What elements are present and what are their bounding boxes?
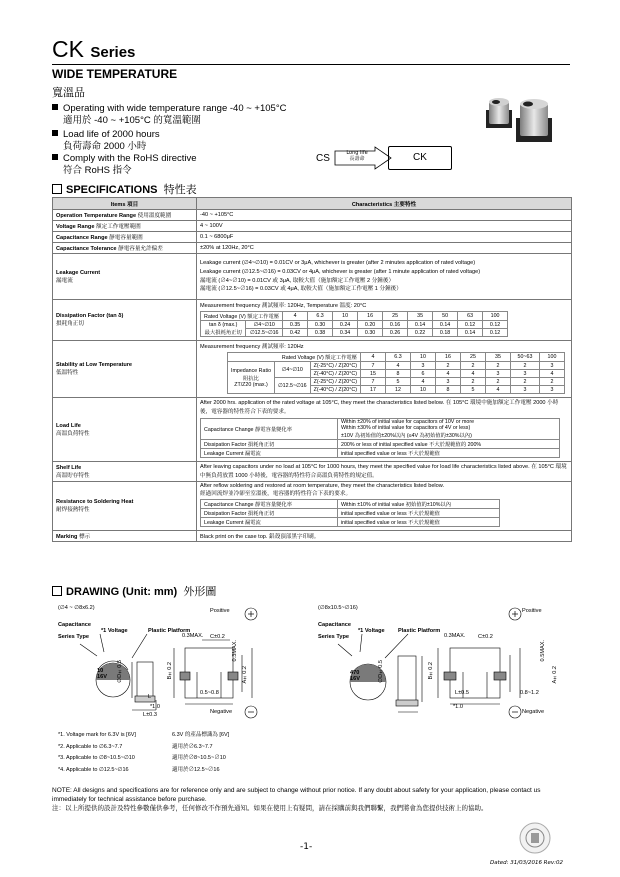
series-title: CK Series	[52, 36, 136, 62]
table-row: Capacitance Tolerance 靜電容量允許偏差 ±20% at 120Hz, 20°C	[53, 243, 572, 254]
drawing-right-voltage: *1 Voltage	[358, 628, 385, 634]
drawing-left-voltage: *1 Voltage	[101, 628, 128, 634]
drawing-notes-cn: 6.3V 的產品標識為 [6V] 適用於∅6.3~7.7 適用於∅8~10.5~∅10 適用於∅12.5~∅16	[172, 732, 230, 773]
drawing-right-capacitance: Capacitance	[318, 622, 351, 628]
page-number: -1-	[300, 842, 313, 852]
drawing-right-c02: C±0.2	[478, 634, 493, 640]
stability-table: Rated Voltage (V) 額定工作電壓 4 6.3 10 16 25 35 50~63 100 Impedance Ratio 阻抗比 ZT/Z20 (max.) ∅4~∅10 Z(-25°C) / Z(20°C) 7 4 3 2 2 2 2 3 Z(-40°C) / Z(20°C) 15 8 6 4 4 3 3 4 ∅12.5~∅16 Z(-25°C) / Z(20°C) 7 5 4 3 2 2 2 2 Z(-40°C) / Z(20°C) 17 12 10 8 5 4 3 3	[227, 352, 565, 394]
wide-temp-title: WIDE TEMPERATURE	[52, 67, 178, 81]
drawing-right	[310, 600, 570, 720]
drawing-heading: DRAWING (Unit: mm) 外形圖	[52, 583, 216, 599]
drawing-left-03max: 0.3MAX.	[182, 633, 204, 639]
drawing-left-03max-v: 0.3MAX.	[232, 640, 238, 662]
table-row: Capacitance Range 靜電容量範圍 0.1 ~ 6800μF	[53, 232, 572, 243]
drawing-right-series-type: Series Type	[318, 634, 349, 640]
dissipation-table: Rated Voltage (V) 額定工作電壓 4 6.3 10 16 25 35 50 63 100 tan δ (max.) 最大損耗角正切 ∅4~∅10 0.35 0.30 0.24 0.20 0.16 0.14 0.14 0.12 0.12 ∅12.5~∅16 0.42 0.38 0.34 0.30 0.26 0.22 0.18 0.14 0.12	[200, 311, 508, 337]
header-items: Items 項目	[53, 198, 197, 210]
specifications-heading: SPECIFICATIONS 特性表	[52, 181, 197, 197]
bullet-icon	[52, 104, 58, 110]
drawing-left-l03: L±0.3	[143, 712, 157, 718]
dissipation-row: Dissipation Factor (tan δ) 損耗角正切 Measurement frequency 測試頻率: 120Hz, Temperature 溫度: 20°C Rated Voltage (V) 額定工作電壓 4 6.3 10 16 25 35 50 63 100 tan δ (max.) 最大損耗角正切 ∅4~∅10 0.35 0.30 0.24 0.20 0.16 0.14 0.14 0.12 0.12 ∅12.5~∅16 0.42 0.38 0.34 0.30 0.26 0.22 0.18 0.14 0.12	[53, 300, 572, 341]
header-characteristics: Characteristics 主要特性	[197, 198, 572, 210]
drawing-left-a02: A±0.2	[242, 666, 248, 684]
drawing-left-capacitance: Capacitance	[58, 622, 91, 628]
drawing-left-10ref: *1.0	[150, 704, 160, 710]
drawing-right-platform: Plastic Platform	[398, 628, 441, 634]
marking-row: Marking 標示 Black print on the case top. 鋁殼頂部黑字印刷。	[53, 531, 572, 542]
drawing-left-size: (∅4 ~ ∅8x6.2)	[58, 605, 95, 611]
table-header-row	[53, 198, 572, 210]
drawing-left-platform: Plastic Platform	[148, 628, 191, 634]
drawing-right-10ref: *1.0	[453, 704, 463, 710]
soldering-table: Capacitance Change 靜電容量變化率 Within ±10% of initial value 初始值的±10%以內 Dissipation Factor 損耗角正切 initial specified value or less 不大於規範值 Leakage Current 漏電流 initial specified value or less 不大於規範值	[200, 499, 500, 527]
drawing-notes-en: *1. Voltage mark for 6.3V is [6V] *2. Applicable to ∅6.3~7.7 *3. Applicable to ∅8~10.5~∅10 *4. Applicable to ∅12.5~∅16	[58, 732, 136, 773]
drawing-left-series-type: Series Type	[58, 634, 89, 640]
table-row: Voltage Range 額定工作電壓範圍 4 ~ 100V	[53, 221, 572, 232]
load-life-row: Load Life 高溫負荷特性 After 2000 hrs. application of the rated voltage at 105°C, they meet the characteristics listed below. 在 105°C 環境中施加額定工作電壓 2000 小時後，電容器的特性符合下表的要求。 Capacitance Change 靜電容量變化率 Within ±20% of initial value for capacitors of 10V or more Within ±30% of initial value for capacitors of 4V or less) ±10V 為初始值的±20%以內 (≤4V 為初始值的±30%以內) Dissipation Factor 損耗角正切 200% or less of initial specified value 不大於規範值的 200% Leakage Current 漏電流 initial specified value or less 不大於規範值	[53, 398, 572, 462]
drawing-right-cap-mark: 470 16V	[350, 670, 360, 682]
title-rule	[52, 64, 570, 65]
bullet-icon	[52, 130, 58, 136]
footer-note: NOTE: All designs and specifications are for reference only and are subject to change without prior notice. If any doubt about safety for your application, please contact us immediately for technical assistance before purchase. 注：以上所提供的設計及特性參數僅供參考，任何修改不作預先通知。如果在使用上有疑問，請在採購前與我們聯繫，我們將會為您提供技術上的協助。	[52, 787, 541, 812]
table-row: Operation Temperature Range 使用溫度範圍 -40 ~ +105°C	[53, 210, 572, 221]
bullet-icon	[52, 154, 58, 160]
checkbox-square-icon	[52, 586, 62, 596]
drawing-left-d05: ∅D±0.5	[117, 660, 123, 683]
drawing-right-d05: ∅D±0.5	[378, 660, 384, 683]
series-from: CS	[316, 153, 330, 164]
certification-seal	[517, 820, 557, 856]
drawing-right-positive: Positive	[522, 608, 542, 614]
drawing-left-c02: C±0.2	[210, 634, 225, 640]
drawing-right-b02: B±0.2	[428, 662, 434, 680]
drawing-right-a02: A±0.2	[552, 666, 558, 684]
drawing-left-negative: Negative	[210, 709, 233, 715]
wide-temp-title-cn: 寬溫品	[52, 86, 85, 99]
specifications-table	[52, 197, 572, 542]
stability-row: Stability at Low Temperature 低溫特性 Measurement frequency 測試頻率: 120Hz Rated Voltage (V) 額定工作電壓 4 6.3 10 16 25 35 50~63 100 Impedance Ratio 阻抗比 ZT/Z20 (max.) ∅4~∅10 Z(-25°C) / Z(20°C) 7 4 3 2 2 2 2 3 Z(-40°C) / Z(20°C) 15 8 6 4 4 3 3 4 ∅12.5~∅16 Z(-25°C) / Z(20°C) 7 5 4 3 2 2 2 2 Z(-40°C) / Z(20°C) 17 12 10 8 5 4 3 3	[53, 341, 572, 398]
drawing-left	[52, 600, 284, 720]
drawing-right-03max: 0.3MAX.	[444, 633, 466, 639]
drawing-left-l: L	[148, 694, 152, 700]
soldering-row: Resistance to Soldering Heat 耐焊接熱特性 After reflow soldering and restored at room temperature, they meet the characteristics listed below. 經過回流焊並冷卻至室溫後，電容器的特性符合下表的要求。 Capacitance Change 靜電容量變化率 Within ±10% of initial value 初始值的±10%以內 Dissipation Factor 損耗角正切 initial specified value or less 不大於規範值 Leakage Current 漏電流 initial specified value or less 不大於規範值	[53, 482, 572, 531]
leakage-row: Leakage Current 漏電流 Leakage current (∅4~∅10) = 0.01CV or 3μA, whichever is greater (after 2 minutes application of rated voltage) Leakage current (∅12.5~∅16) = 0.03CV or 4μA, whichever is greater (after 1 minute application of rated voltage) 漏電流 (∅4~∅10) = 0.01CV 或 3μA, 取較大值（施加額定工作電壓 2 分鐘後） 漏電流 (∅12.5~∅16) = 0.03CV 或 4μA, 取較大值（施加額定工作電壓 1 分鐘後）	[53, 254, 572, 300]
capacitor-photo	[480, 88, 565, 148]
drawing-left-0508: 0.5~0.8	[200, 690, 219, 696]
drawing-right-l05: L±0.5	[455, 690, 469, 696]
dated-revision: Dated: 31/03/2016 Rev:02	[490, 860, 563, 866]
feature-1: Operating with wide temperature range -40 ~ +105°C 適用於 -40 ~ +105°C 的寬溫範圍	[52, 103, 286, 127]
series-flow-label: Long life 長壽命	[346, 150, 368, 162]
drawing-right-05max-v: 0.5MAX.	[540, 640, 546, 662]
load-life-table: Capacitance Change 靜電容量變化率 Within ±20% of initial value for capacitors of 10V or more Within ±30% of initial value for capacitors of 4V or less) ±10V 為初始值的±20%以內 (≤4V 為初始值的±30%以內) Dissipation Factor 損耗角正切 200% or less of initial specified value 不大於規範值的 200% Leakage Current 漏電流 initial specified value or less 不大於規範值	[200, 418, 560, 458]
drawing-left-b02: B±0.2	[167, 662, 173, 680]
checkbox-square-icon	[52, 184, 62, 194]
drawing-left-cap-mark: 10 16V	[97, 668, 107, 680]
drawing-right-0812: 0.8~1.2	[520, 690, 539, 696]
drawing-left-positive: Positive	[210, 608, 230, 614]
drawing-right-size: (∅8x10.5~∅16)	[318, 605, 358, 611]
drawing-right-negative: Negative	[522, 709, 545, 715]
series-to: CK	[388, 146, 452, 170]
shelf-life-row: Shelf Life 高溫貯存特性 After leaving capacitors under no load at 105°C for 1000 hours, they meet the specified value for load life characteristics listed above. 在 105°C 環境中無負荷放置 1000 小時後，電容器的特性符合高溫負荷特性的規定值。	[53, 462, 572, 482]
feature-3: Comply with the RoHS directive 符合 RoHS 指令	[52, 153, 197, 177]
feature-2: Load life of 2000 hours 負荷壽命 2000 小時	[52, 129, 160, 153]
